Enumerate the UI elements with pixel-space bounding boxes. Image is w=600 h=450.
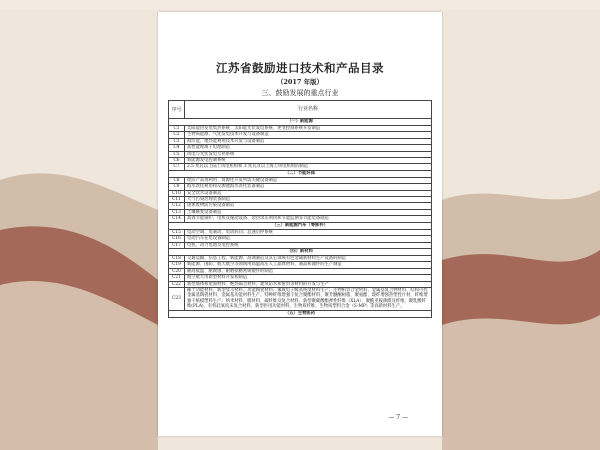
row-code: C11 [169,197,185,203]
category-label: （三）新能源汽车（零部件） [169,222,432,229]
row-code: C8 [169,177,185,183]
row-code: C12 [169,203,185,209]
section-heading: 三、鼓励发展的重点行业 [261,89,339,97]
category-label: （四）新材料 [169,248,432,255]
row-code: C21 [169,275,185,281]
row-code: C14 [169,216,185,222]
row-code: C1 [169,126,185,132]
page-number: — 7 — [388,414,408,421]
row-industry-name: 土壤修复设备制造 [185,209,432,215]
row-code: C7 [169,164,185,170]
row-code: C9 [169,184,185,190]
row-code: C6 [169,158,185,164]
industry-table [168,100,432,318]
row-industry-name: 电动空调、电制动、电动转向；总速启停系统 [185,229,432,235]
row-industry-name: 新型墙体和屋面材料、绝热隔音材料、建筑防水和密封等材料的开发与生产 [185,281,432,287]
row-industry-name: 稀土功能材料、新型显示材料、功能陶瓷材料、氟或电子级高纯度材料生产；生物相容合金材料、金属基复合物材料、结构可控金属基陶瓷材料、金属基功能材料生产、特种纤维增强干复合聚酯材料、聚芳醚酮树脂、聚氨酯、玻纤增强热塑性片材、纤维增强干纸模塑料生产；纳米材料、膜材料、碳纤维及复合材料、新型聚碳酸酯弹性纤维（XLA）、聚酰亚胺薄膜及纤维、聚乳酸纤维(PLA)、有机硅氧烷末复合材料、新型医用功能材料、生物质纤维、生物质塑料合金（S-MP）等高新材料生产。 [185,287,432,310]
document-year: （2017 年版） [276,78,324,86]
row-code: C5 [169,151,185,157]
category-label: （五）生物医药 [169,310,432,317]
row-code: C17 [169,242,185,248]
row-code: C18 [169,255,185,261]
table-row [169,287,432,310]
row-industry-name: 大气污染治理装备制造 [185,197,432,203]
row-code: C2 [169,132,185,138]
row-industry-name: 风电与光伏发电互补系统 [185,151,432,157]
category-label: （二）节能环保 [169,170,432,177]
row-industry-name: 耐高低温、耐腐蚀、耐磨损精密铸锻件的制造 [185,268,432,274]
row-industry-name: 高效节能锅炉、电机及拖动设备、余热余压利用和节能监测等节能装备制造 [185,216,432,222]
row-code: C22 [169,281,185,287]
row-industry-name: 新能源、国防、航天航空等领域用高温高压人工晶体材料、制品和器件的生产制造 [185,262,432,268]
row-industry-name: 交通运输、信息工程、新能源、高端制造及其它领域有色金属新材料生产设备的制造 [185,255,432,261]
top-band [0,0,600,10]
row-code: C15 [169,229,185,235]
row-industry-name: 新能源发电控制系统 [185,158,432,164]
row-industry-name: 电动汽车充电设备制造 [185,236,432,242]
row-industry-name: 生物质能源、气化发电技术开发与设备制造 [185,132,432,138]
row-industry-name: 海洋能、地热能利用技术开发与设备制造 [185,138,432,144]
row-code: C19 [169,262,185,268]
header-name: 行业名称 [185,101,432,119]
category-row [169,310,432,317]
row-code: C23 [169,287,185,310]
row-industry-name: 固体废物防污染设备制造 [185,203,432,209]
row-industry-name: 电机、动力电池及电控系统 [185,242,432,248]
row-industry-name: 2.5 兆瓦以上陆上风电机组和 3 兆瓦及以上海上风电机组的制造 [185,164,432,170]
category-label: （一）新能源 [169,119,432,126]
row-code: C4 [169,145,185,151]
row-industry-name: 海水淡化利用和反渗透海水淡化装备制造 [185,184,432,190]
row-code: C16 [169,236,185,242]
header-seq: 序号 [169,101,185,119]
category-row [169,170,432,177]
row-code: C10 [169,190,185,196]
table-body [169,119,432,318]
row-industry-name: 废旧产品再利用、资源化开发所需关键设备制造 [185,177,432,183]
table-header-row [169,101,432,119]
category-row [169,119,432,126]
row-industry-name: 安全饮水设备制造 [185,190,432,196]
row-industry-name: 太阳能热发电集热系统、太阳能光伏发电系统、逆变控制系统开发制造 [185,126,432,132]
row-industry-name: 高性能锂离子电池制造 [185,145,432,151]
row-code: C13 [169,209,185,215]
category-row [169,248,432,255]
document-title: 江苏省鼓励进口技术和产品目录 [216,61,384,75]
row-code: C20 [169,268,185,274]
category-row [169,222,432,229]
document-page [158,12,442,436]
row-code: C3 [169,138,185,144]
row-industry-name: 航空航天用新型材料开发和制造 [185,275,432,281]
